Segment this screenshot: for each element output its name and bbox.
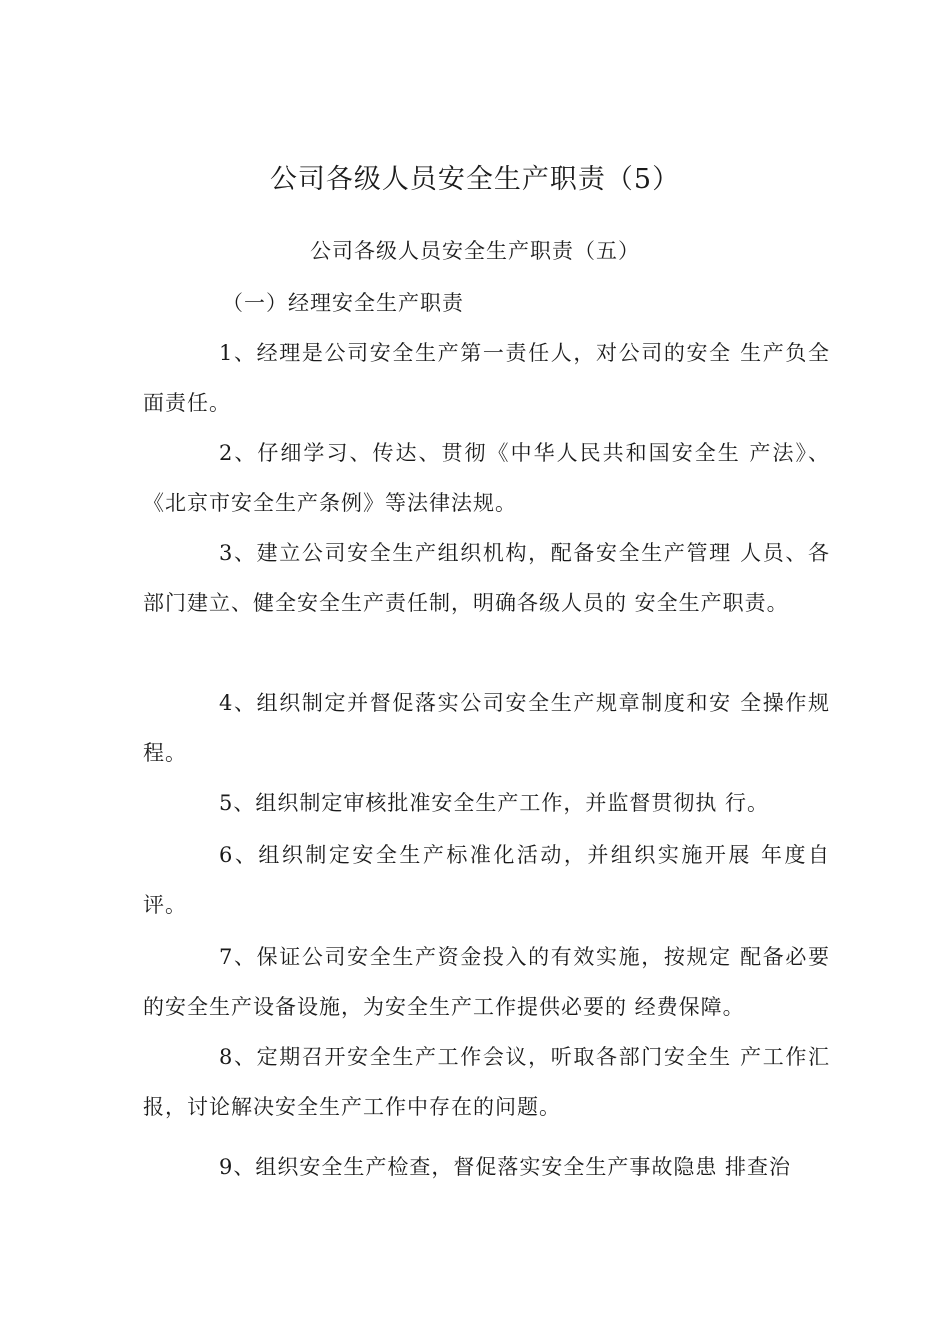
paragraph-9: 9、组织安全生产检查，督促落实安全生产事故隐患 排查治 [219, 1155, 792, 1179]
paragraph-8: 8、定期召开安全生产工作会议，听取各部门安全生 产工作汇报，讨论解决安全生产工作中存在的问题。 [143, 1045, 830, 1119]
paragraph-5: 5、组织制定审核批准安全生产工作，并监督贯彻执 行。 [219, 791, 770, 815]
paragraph-2: 2、仔细学习、传达、贯彻《中华人民共和国安全生 产法》、《北京市安全生产条例》等法律法规。 [143, 441, 830, 515]
paragraph-6: 6、组织制定安全生产标准化活动，并组织实施开展 年度自评。 [143, 843, 830, 917]
paragraph-3: 3、建立公司安全生产组织机构，配备安全生产管理 人员、各部门建立、健全安全生产责任制，明确各级人员的 安全生产职责。 [143, 541, 830, 615]
document-subtitle: 公司各级人员安全生产职责（五） [310, 239, 640, 263]
document-title: 公司各级人员安全生产职责（5） [269, 164, 681, 195]
paragraph-1: 1、经理是公司安全生产第一责任人，对公司的安全 生产负全面责任。 [143, 341, 830, 415]
section-heading: （一）经理安全生产职责 [222, 291, 464, 315]
paragraph-4: 4、组织制定并督促落实公司安全生产规章制度和安 全操作规程。 [143, 691, 830, 765]
paragraph-7: 7、保证公司安全生产资金投入的有效实施，按规定 配备必要的安全生产设备设施，为安全生产工作提供必要的 经费保障。 [143, 945, 830, 1019]
